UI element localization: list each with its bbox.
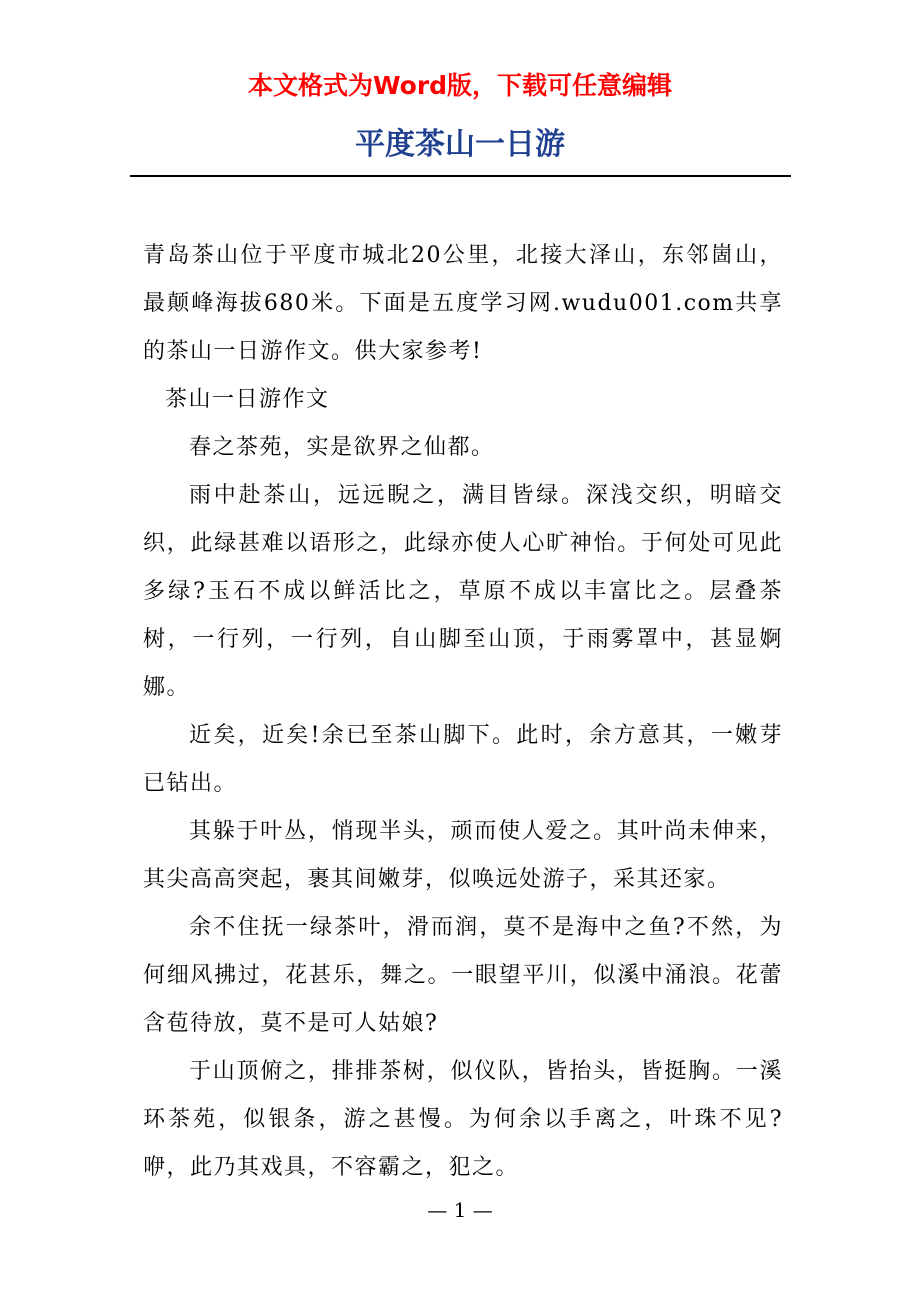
body-paragraph-5: 余不住抚一绿茶叶，滑而润，莫不是海中之鱼?不然，为何细风拂过，花甚乐，舞之。一眼望平川，似溪中涌浪。花蕾含苞待放，莫不是可人姑娘? (143, 915, 783, 1036)
title-divider (130, 175, 791, 177)
document-body (143, 232, 783, 1192)
format-notice-banner: 本文格式为Word版，下载可任意编辑 (247, 71, 673, 100)
essay-subtitle: 茶山一日游作文 (165, 387, 330, 412)
body-paragraph-6: 于山顶俯之，排排茶树，似仪队，皆抬头，皆挺胸。一溪环茶苑，似银条，游之甚慢。为何余以手离之，叶珠不见?咿，此乃其戏具，不容霸之，犯之。 (143, 1059, 783, 1180)
body-paragraph-4: 其躲于叶丛，悄现半头，顽而使人爱之。其叶尚未伸来，其尖高高突起，裹其间嫩芽，似唤远处游子，采其还家。 (143, 819, 783, 892)
document-title: 平度茶山一日游 (355, 127, 565, 162)
page-number: — 1 — (427, 1198, 493, 1222)
body-paragraph-1: 春之茶苑，实是欲界之仙都。 (189, 435, 495, 460)
body-paragraph-3: 近矣，近矣!余已至茶山脚下。此时，余方意其，一嫩芽已钻出。 (143, 723, 783, 796)
intro-paragraph: 青岛茶山位于平度市城北20公里，北接大泽山，东邻崮山，最颠峰海拔680米。下面是五度学习网.wudu001.com共享的茶山一日游作文。供大家参考! (143, 243, 783, 364)
body-paragraph-2: 雨中赴茶山，远远睨之，满目皆绿。深浅交织，明暗交织，此绿甚难以语形之，此绿亦使人心旷神怡。于何处可见此多绿?玉石不成以鲜活比之，草原不成以丰富比之。层叠茶树，一行列，一行列，自山脚至山顶，于雨雾罩中，甚显婀娜。 (143, 483, 783, 700)
